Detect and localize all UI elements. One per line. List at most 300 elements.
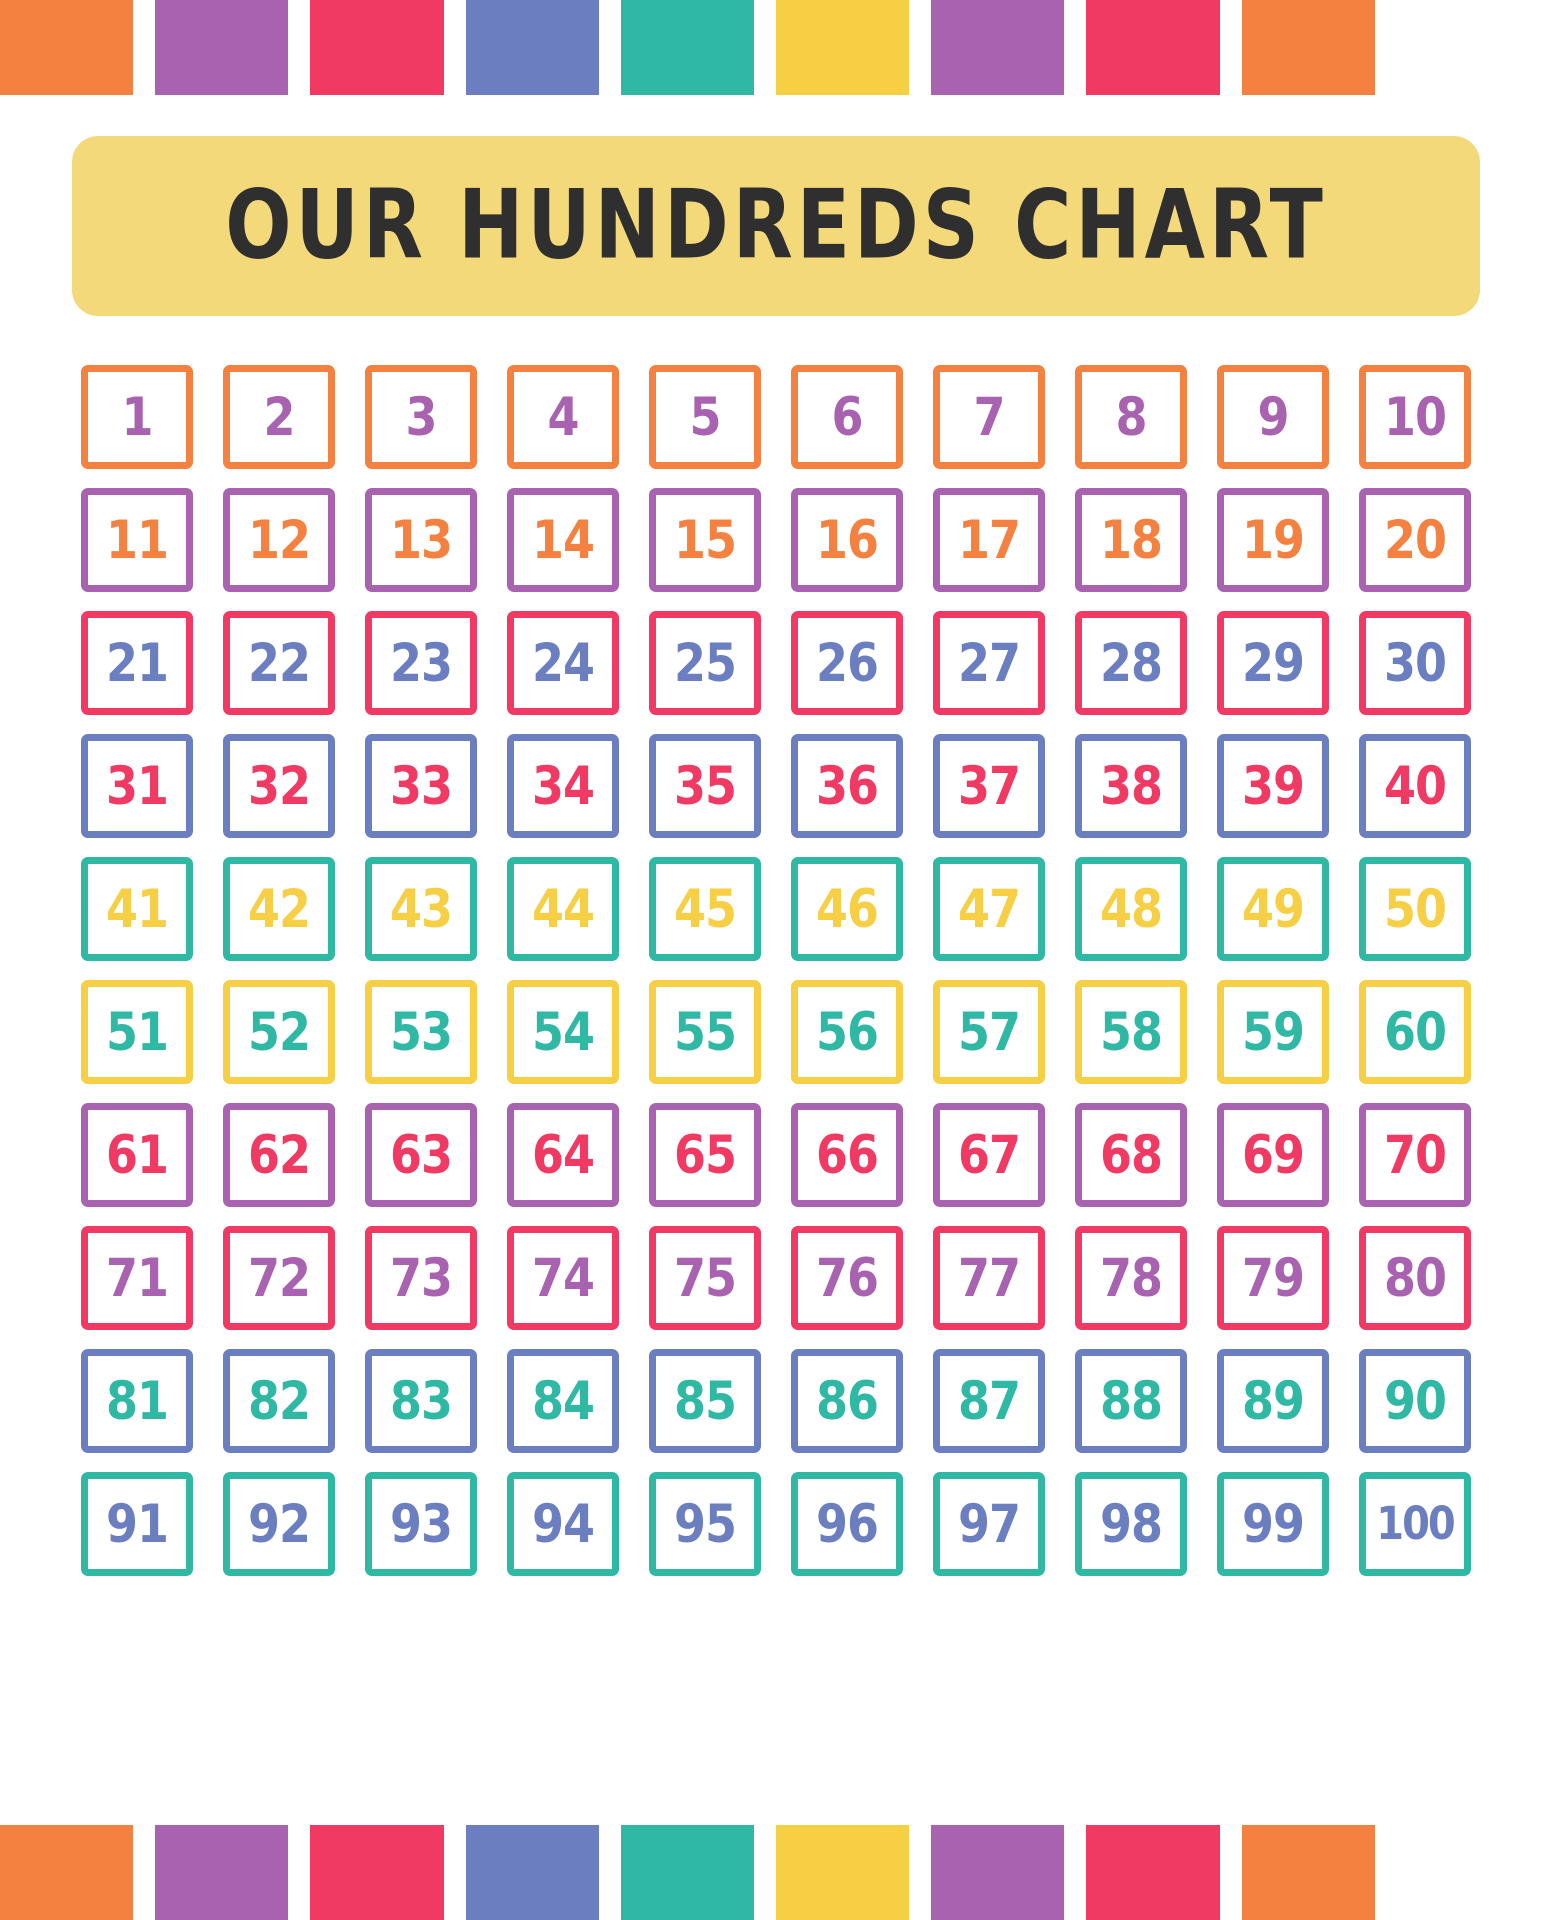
- number-cell[interactable]: [634, 1093, 776, 1216]
- number-label: 19: [1241, 508, 1304, 571]
- number-box[interactable]: [933, 1349, 1045, 1453]
- number-cell[interactable]: [918, 847, 1060, 970]
- number-box[interactable]: [649, 857, 761, 961]
- number-cell[interactable]: [634, 970, 776, 1093]
- number-cell[interactable]: [350, 1093, 492, 1216]
- bar-pink-2: [1086, 0, 1219, 95]
- number-cell[interactable]: [66, 847, 208, 970]
- number-box[interactable]: [1359, 734, 1471, 838]
- number-cell[interactable]: [66, 1216, 208, 1339]
- number-box[interactable]: [649, 611, 761, 715]
- number-box[interactable]: [1359, 1349, 1471, 1453]
- bar-blue: [466, 1825, 599, 1920]
- decor-bar-cell: [621, 0, 776, 95]
- number-label: 36: [815, 754, 878, 817]
- number-cell[interactable]: [776, 355, 918, 478]
- number-cell[interactable]: [634, 355, 776, 478]
- number-cell[interactable]: [492, 1093, 634, 1216]
- number-box[interactable]: [1075, 1103, 1187, 1207]
- number-box[interactable]: [1359, 1226, 1471, 1330]
- number-cell[interactable]: [1060, 1216, 1202, 1339]
- number-label: 21: [105, 631, 168, 694]
- number-box[interactable]: [365, 1226, 477, 1330]
- number-label: 40: [1383, 754, 1446, 817]
- number-box[interactable]: [791, 857, 903, 961]
- number-box[interactable]: [507, 1226, 619, 1330]
- number-cell[interactable]: [918, 1216, 1060, 1339]
- number-cell[interactable]: [208, 847, 350, 970]
- number-cell[interactable]: [1060, 601, 1202, 724]
- number-label: 41: [105, 877, 168, 940]
- number-cell[interactable]: [350, 1339, 492, 1462]
- number-label: 58: [1099, 1000, 1162, 1063]
- number-cell[interactable]: [918, 1093, 1060, 1216]
- number-label: 47: [957, 877, 1020, 940]
- decor-bar-cell: [155, 1825, 310, 1920]
- number-box[interactable]: [81, 734, 193, 838]
- number-box[interactable]: [1075, 734, 1187, 838]
- number-label: 72: [247, 1246, 310, 1309]
- number-box[interactable]: [649, 980, 761, 1084]
- number-box[interactable]: [791, 1349, 903, 1453]
- number-label: 87: [957, 1369, 1020, 1432]
- number-cell[interactable]: [776, 1462, 918, 1585]
- number-cell[interactable]: [208, 601, 350, 724]
- number-box[interactable]: [507, 857, 619, 961]
- number-label: 70: [1383, 1123, 1446, 1186]
- number-cell[interactable]: [1344, 1339, 1486, 1462]
- number-cell[interactable]: [776, 1216, 918, 1339]
- number-box[interactable]: [933, 980, 1045, 1084]
- number-label: 95: [673, 1492, 736, 1555]
- number-label: 17: [957, 508, 1020, 571]
- number-cell[interactable]: [1202, 970, 1344, 1093]
- number-box[interactable]: [933, 1472, 1045, 1576]
- number-cell[interactable]: [492, 355, 634, 478]
- number-box[interactable]: [791, 980, 903, 1084]
- bar-orange-2: [1242, 0, 1375, 95]
- number-box[interactable]: [649, 365, 761, 469]
- decor-bar-cell: [0, 1825, 155, 1920]
- number-box[interactable]: [1217, 857, 1329, 961]
- number-box[interactable]: [791, 365, 903, 469]
- number-cell[interactable]: [776, 478, 918, 601]
- number-cell[interactable]: [1060, 355, 1202, 478]
- number-box[interactable]: [1075, 1226, 1187, 1330]
- number-box[interactable]: [649, 1103, 761, 1207]
- number-box[interactable]: [223, 611, 335, 715]
- number-label: 11: [105, 508, 168, 571]
- number-box[interactable]: [791, 1472, 903, 1576]
- number-box[interactable]: [365, 1103, 477, 1207]
- number-label: 16: [815, 508, 878, 571]
- number-box[interactable]: [1075, 857, 1187, 961]
- number-cell[interactable]: [1060, 1093, 1202, 1216]
- number-cell[interactable]: [208, 1339, 350, 1462]
- number-label: 33: [389, 754, 452, 817]
- number-box[interactable]: [1359, 365, 1471, 469]
- number-cell[interactable]: [1060, 1462, 1202, 1585]
- number-box[interactable]: [649, 734, 761, 838]
- number-label: 86: [815, 1369, 878, 1432]
- number-cell[interactable]: [634, 724, 776, 847]
- number-label: 68: [1099, 1123, 1162, 1186]
- number-label: 32: [247, 754, 310, 817]
- number-label: 30: [1383, 631, 1446, 694]
- number-cell[interactable]: [918, 1339, 1060, 1462]
- number-cell[interactable]: [918, 601, 1060, 724]
- number-cell[interactable]: [350, 1216, 492, 1339]
- bar-blank: [1397, 0, 1530, 95]
- number-cell[interactable]: [66, 1339, 208, 1462]
- number-box[interactable]: [81, 611, 193, 715]
- decor-bar-cell: [0, 0, 155, 95]
- bar-orange: [0, 0, 133, 95]
- number-box[interactable]: [81, 1103, 193, 1207]
- number-box[interactable]: [365, 365, 477, 469]
- bar-yellow: [776, 1825, 909, 1920]
- number-label: 80: [1383, 1246, 1446, 1309]
- number-box[interactable]: [791, 1103, 903, 1207]
- decor-bar-cell: [1086, 0, 1241, 95]
- number-label: 73: [389, 1246, 452, 1309]
- number-cell[interactable]: [918, 355, 1060, 478]
- number-cell[interactable]: [776, 601, 918, 724]
- number-cell[interactable]: [1344, 478, 1486, 601]
- number-label: 1: [121, 385, 153, 448]
- number-box[interactable]: [365, 734, 477, 838]
- number-box[interactable]: [1359, 857, 1471, 961]
- number-cell[interactable]: [776, 724, 918, 847]
- number-box[interactable]: [791, 611, 903, 715]
- number-box[interactable]: [1075, 611, 1187, 715]
- number-cell[interactable]: [1344, 724, 1486, 847]
- number-cell[interactable]: [1202, 1093, 1344, 1216]
- number-label: 38: [1099, 754, 1162, 817]
- number-label: 67: [957, 1123, 1020, 1186]
- number-box[interactable]: [507, 488, 619, 592]
- number-cell[interactable]: [492, 1339, 634, 1462]
- number-box[interactable]: [649, 1226, 761, 1330]
- number-cell[interactable]: [1344, 1216, 1486, 1339]
- number-cell[interactable]: [1060, 478, 1202, 601]
- number-box[interactable]: [507, 1103, 619, 1207]
- number-box[interactable]: [81, 1226, 193, 1330]
- bar-purple: [155, 0, 288, 95]
- number-label: 61: [105, 1123, 168, 1186]
- number-cell[interactable]: [66, 478, 208, 601]
- number-cell[interactable]: [66, 601, 208, 724]
- number-box[interactable]: [1217, 1103, 1329, 1207]
- number-box[interactable]: [81, 1472, 193, 1576]
- bar-pink: [310, 1825, 443, 1920]
- number-cell[interactable]: [776, 1093, 918, 1216]
- number-label: 81: [105, 1369, 168, 1432]
- number-label: 97: [957, 1492, 1020, 1555]
- number-box[interactable]: [81, 488, 193, 592]
- number-label: 52: [247, 1000, 310, 1063]
- number-cell[interactable]: [350, 724, 492, 847]
- number-box[interactable]: [507, 611, 619, 715]
- number-label: 29: [1241, 631, 1304, 694]
- number-cell[interactable]: [634, 478, 776, 601]
- number-box[interactable]: [649, 1349, 761, 1453]
- number-box[interactable]: [223, 1103, 335, 1207]
- number-box[interactable]: [933, 488, 1045, 592]
- number-label: 26: [815, 631, 878, 694]
- number-label: 51: [105, 1000, 168, 1063]
- number-label: 35: [673, 754, 736, 817]
- number-cell[interactable]: [66, 724, 208, 847]
- number-label: 31: [105, 754, 168, 817]
- number-label: 98: [1099, 1492, 1162, 1555]
- number-cell[interactable]: [208, 724, 350, 847]
- number-cell[interactable]: [350, 970, 492, 1093]
- number-box[interactable]: [1217, 980, 1329, 1084]
- number-box[interactable]: [649, 1472, 761, 1576]
- number-cell[interactable]: [66, 1462, 208, 1585]
- number-cell[interactable]: [208, 1093, 350, 1216]
- number-box[interactable]: [791, 734, 903, 838]
- number-label: 55: [673, 1000, 736, 1063]
- number-box[interactable]: [223, 857, 335, 961]
- number-cell[interactable]: [1202, 478, 1344, 601]
- number-box[interactable]: [81, 365, 193, 469]
- bar-purple-2: [931, 1825, 1064, 1920]
- number-box[interactable]: [223, 734, 335, 838]
- number-box[interactable]: [1217, 1349, 1329, 1453]
- decor-bar-cell: [155, 0, 310, 95]
- number-box[interactable]: [1075, 1349, 1187, 1453]
- number-box[interactable]: [1075, 365, 1187, 469]
- number-cell[interactable]: [492, 601, 634, 724]
- number-label: 3: [405, 385, 437, 448]
- number-label: 89: [1241, 1369, 1304, 1432]
- number-box[interactable]: [365, 488, 477, 592]
- bar-orange-2: [1242, 1825, 1375, 1920]
- number-cell[interactable]: [634, 1462, 776, 1585]
- number-label: 8: [1115, 385, 1147, 448]
- bar-teal: [621, 1825, 754, 1920]
- number-cell[interactable]: [66, 355, 208, 478]
- number-cell[interactable]: [918, 970, 1060, 1093]
- number-cell[interactable]: [66, 1093, 208, 1216]
- number-box[interactable]: [1359, 488, 1471, 592]
- number-box[interactable]: [365, 611, 477, 715]
- number-box[interactable]: [1075, 980, 1187, 1084]
- number-label: 57: [957, 1000, 1020, 1063]
- number-cell[interactable]: [918, 478, 1060, 601]
- number-box[interactable]: [1359, 1472, 1471, 1576]
- number-cell[interactable]: [776, 970, 918, 1093]
- number-label: 91: [105, 1492, 168, 1555]
- number-cell[interactable]: [66, 970, 208, 1093]
- number-box[interactable]: [365, 857, 477, 961]
- number-cell[interactable]: [350, 478, 492, 601]
- number-box[interactable]: [1217, 1226, 1329, 1330]
- number-cell[interactable]: [1202, 355, 1344, 478]
- number-box[interactable]: [365, 980, 477, 1084]
- number-cell[interactable]: [1202, 724, 1344, 847]
- number-box[interactable]: [507, 980, 619, 1084]
- number-box[interactable]: [81, 1349, 193, 1453]
- number-label: 83: [389, 1369, 452, 1432]
- number-box[interactable]: [507, 365, 619, 469]
- number-cell[interactable]: [1202, 1339, 1344, 1462]
- number-label: 45: [673, 877, 736, 940]
- number-box[interactable]: [933, 1226, 1045, 1330]
- decor-bar-cell: [466, 0, 621, 95]
- decor-bar-cell: [776, 1825, 931, 1920]
- number-cell[interactable]: [1202, 1462, 1344, 1585]
- number-cell[interactable]: [1344, 847, 1486, 970]
- number-cell[interactable]: [350, 847, 492, 970]
- number-box[interactable]: [507, 1472, 619, 1576]
- number-cell[interactable]: [350, 1462, 492, 1585]
- number-box[interactable]: [933, 365, 1045, 469]
- number-cell[interactable]: [1344, 970, 1486, 1093]
- number-cell[interactable]: [492, 1216, 634, 1339]
- number-cell[interactable]: [208, 1462, 350, 1585]
- decor-bar-cell: [1242, 0, 1397, 95]
- number-box[interactable]: [81, 857, 193, 961]
- number-label: 5: [689, 385, 721, 448]
- number-label: 75: [673, 1246, 736, 1309]
- number-cell[interactable]: [776, 1339, 918, 1462]
- number-box[interactable]: [1217, 734, 1329, 838]
- number-label: 63: [389, 1123, 452, 1186]
- number-box[interactable]: [223, 365, 335, 469]
- number-cell[interactable]: [492, 724, 634, 847]
- number-label: 43: [389, 877, 452, 940]
- number-cell[interactable]: [1060, 847, 1202, 970]
- decor-bar-cell: [466, 1825, 621, 1920]
- bottom-decorative-bars: [0, 1825, 1552, 1920]
- number-label: 71: [105, 1246, 168, 1309]
- number-label: 78: [1099, 1246, 1162, 1309]
- number-cell[interactable]: [1344, 1093, 1486, 1216]
- bar-yellow: [776, 0, 909, 95]
- number-label: 24: [531, 631, 594, 694]
- number-label: 54: [531, 1000, 594, 1063]
- bar-teal: [621, 0, 754, 95]
- number-cell[interactable]: [1344, 355, 1486, 478]
- number-label: 62: [247, 1123, 310, 1186]
- bar-purple-2: [931, 0, 1064, 95]
- number-label: 88: [1099, 1369, 1162, 1432]
- number-box[interactable]: [81, 980, 193, 1084]
- number-cell[interactable]: [492, 478, 634, 601]
- number-cell[interactable]: [1060, 970, 1202, 1093]
- number-box[interactable]: [223, 488, 335, 592]
- number-cell[interactable]: [1060, 1339, 1202, 1462]
- bar-orange: [0, 1825, 133, 1920]
- number-label: 76: [815, 1246, 878, 1309]
- number-cell[interactable]: [350, 601, 492, 724]
- number-label: 10: [1383, 385, 1446, 448]
- number-label: 18: [1099, 508, 1162, 571]
- number-cell[interactable]: [1202, 601, 1344, 724]
- top-decorative-bars: [0, 0, 1552, 95]
- number-label: 25: [673, 631, 736, 694]
- decor-bar-cell: [1086, 1825, 1241, 1920]
- number-box[interactable]: [223, 980, 335, 1084]
- decor-bar-cell: [1397, 0, 1552, 95]
- number-box[interactable]: [223, 1226, 335, 1330]
- number-box[interactable]: [365, 1349, 477, 1453]
- number-label: 22: [247, 631, 310, 694]
- hundreds-chart-grid: [66, 355, 1486, 1585]
- number-cell[interactable]: [208, 355, 350, 478]
- number-box[interactable]: [791, 1226, 903, 1330]
- number-cell[interactable]: [918, 1462, 1060, 1585]
- number-cell[interactable]: [208, 1216, 350, 1339]
- number-cell[interactable]: [634, 1216, 776, 1339]
- number-label: 90: [1383, 1369, 1446, 1432]
- number-cell[interactable]: [1202, 847, 1344, 970]
- number-cell[interactable]: [918, 724, 1060, 847]
- number-box[interactable]: [933, 1103, 1045, 1207]
- number-box[interactable]: [1075, 1472, 1187, 1576]
- number-cell[interactable]: [1344, 601, 1486, 724]
- number-cell[interactable]: [208, 478, 350, 601]
- number-cell[interactable]: [634, 601, 776, 724]
- number-box[interactable]: [933, 734, 1045, 838]
- number-cell[interactable]: [492, 1462, 634, 1585]
- number-box[interactable]: [1217, 365, 1329, 469]
- number-box[interactable]: [507, 734, 619, 838]
- number-box[interactable]: [1075, 488, 1187, 592]
- number-cell[interactable]: [776, 847, 918, 970]
- number-cell[interactable]: [634, 847, 776, 970]
- number-label: 4: [547, 385, 579, 448]
- number-box[interactable]: [1359, 611, 1471, 715]
- number-label: 65: [673, 1123, 736, 1186]
- number-cell[interactable]: [492, 847, 634, 970]
- number-box[interactable]: [1217, 1472, 1329, 1576]
- number-cell[interactable]: [1060, 724, 1202, 847]
- number-box[interactable]: [223, 1472, 335, 1576]
- number-cell[interactable]: [1344, 1462, 1486, 1585]
- decor-bar-cell: [310, 1825, 465, 1920]
- number-box[interactable]: [1359, 1103, 1471, 1207]
- number-cell[interactable]: [350, 355, 492, 478]
- number-label: 37: [957, 754, 1020, 817]
- number-box[interactable]: [1359, 980, 1471, 1084]
- number-cell[interactable]: [492, 970, 634, 1093]
- number-box[interactable]: [223, 1349, 335, 1453]
- number-cell[interactable]: [208, 970, 350, 1093]
- decor-bar-cell: [776, 0, 931, 95]
- number-box[interactable]: [933, 611, 1045, 715]
- number-label: 42: [247, 877, 310, 940]
- number-box[interactable]: [507, 1349, 619, 1453]
- number-box[interactable]: [1217, 611, 1329, 715]
- number-box[interactable]: [1217, 488, 1329, 592]
- number-label: 82: [247, 1369, 310, 1432]
- number-cell[interactable]: [1202, 1216, 1344, 1339]
- number-label: 23: [389, 631, 452, 694]
- number-label: 92: [247, 1492, 310, 1555]
- bar-pink: [310, 0, 443, 95]
- number-box[interactable]: [791, 488, 903, 592]
- number-box[interactable]: [933, 857, 1045, 961]
- number-box[interactable]: [649, 488, 761, 592]
- number-cell[interactable]: [634, 1339, 776, 1462]
- number-box[interactable]: [365, 1472, 477, 1576]
- bar-purple: [155, 1825, 288, 1920]
- decor-bar-cell: [621, 1825, 776, 1920]
